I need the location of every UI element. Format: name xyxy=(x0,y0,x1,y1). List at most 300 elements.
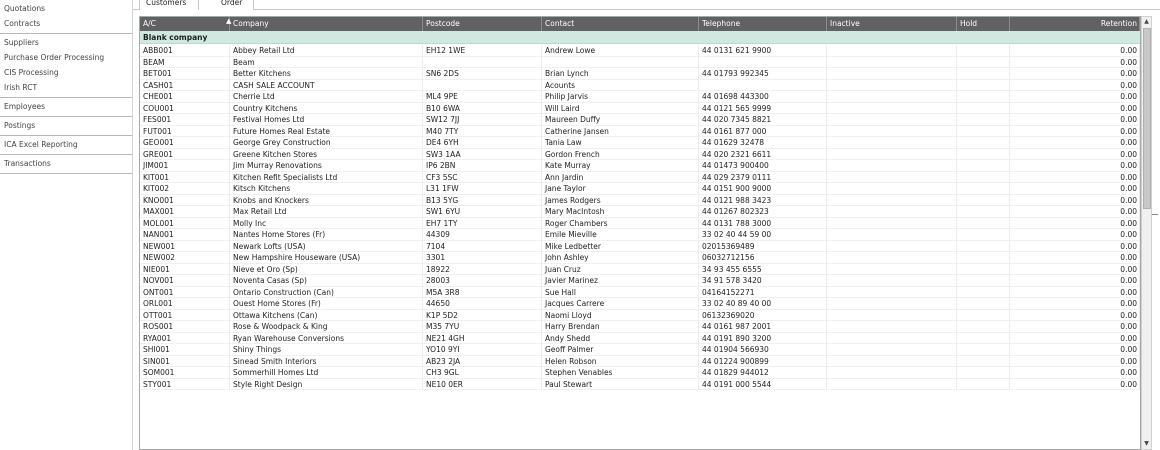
cell-inactive xyxy=(827,195,957,207)
cell-telephone xyxy=(699,80,827,92)
cell-postcode: DE4 6YH xyxy=(423,137,542,149)
cell-inactive xyxy=(827,379,957,391)
column-header-postcode[interactable]: Postcode xyxy=(423,17,542,31)
cell-contact: Andy Shedd xyxy=(542,333,699,345)
sort-ascending-icon: ▲ xyxy=(226,17,232,25)
cell-retention: 0.00 xyxy=(1010,321,1140,333)
cell-ac: GEO001 xyxy=(140,137,230,149)
cell-telephone: 06132369020 xyxy=(699,310,827,322)
cell-postcode: M5A 3R8 xyxy=(423,287,542,299)
table-row[interactable] xyxy=(140,80,1140,92)
grid-header xyxy=(140,17,1140,31)
cell-retention: 0.00 xyxy=(1010,149,1140,161)
cell-telephone: 44 0161 877 000 xyxy=(699,126,827,138)
cell-retention: 0.00 xyxy=(1010,80,1140,92)
cell-ac: KIT002 xyxy=(140,183,230,195)
cell-inactive xyxy=(827,57,957,69)
cell-contact: Geoff Palmer xyxy=(542,344,699,356)
cell-company: Shiny Things xyxy=(230,344,423,356)
cell-telephone: 44 0191 000 5544 xyxy=(699,379,827,391)
cell-contact: Andrew Lowe xyxy=(542,45,699,57)
cell-contact xyxy=(542,57,699,69)
cell-retention: 0.00 xyxy=(1010,126,1140,138)
cell-contact: Helen Robson xyxy=(542,356,699,368)
cell-hold xyxy=(957,310,1010,322)
cell-company: Cherrie Ltd xyxy=(230,91,423,103)
table-row[interactable] xyxy=(140,218,1140,230)
cell-company: CASH SALE ACCOUNT xyxy=(230,80,423,92)
sidebar-item-quotations[interactable]: Quotations xyxy=(4,4,46,13)
cell-hold xyxy=(957,298,1010,310)
cell-company: Newark Lofts (USA) xyxy=(230,241,423,253)
tab-order[interactable]: Order xyxy=(199,0,254,10)
sidebar-group xyxy=(0,155,132,174)
cell-ac: CASH01 xyxy=(140,80,230,92)
cell-ac: KNO001 xyxy=(140,195,230,207)
cell-telephone: 44 01904 566930 xyxy=(699,344,827,356)
sidebar-group xyxy=(0,0,132,34)
cell-postcode: SN6 2DS xyxy=(423,68,542,80)
cell-inactive xyxy=(827,137,957,149)
customers-grid xyxy=(139,16,1141,450)
cell-company: Abbey Retail Ltd xyxy=(230,45,423,57)
cell-hold xyxy=(957,206,1010,218)
cell-hold xyxy=(957,103,1010,115)
sidebar-item-cis-processing[interactable]: CIS Processing xyxy=(4,68,59,77)
cell-inactive xyxy=(827,80,957,92)
cell-inactive xyxy=(827,310,957,322)
table-row[interactable] xyxy=(140,114,1140,126)
cell-hold xyxy=(957,241,1010,253)
cell-hold xyxy=(957,149,1010,161)
table-row[interactable] xyxy=(140,126,1140,138)
cell-telephone: 44 01629 32478 xyxy=(699,137,827,149)
cell-inactive xyxy=(827,229,957,241)
cell-inactive xyxy=(827,356,957,368)
cell-retention: 0.00 xyxy=(1010,356,1140,368)
cell-contact: Will Laird xyxy=(542,103,699,115)
cell-contact: Roger Chambers xyxy=(542,218,699,230)
cell-telephone: 44 0161 987 2001 xyxy=(699,321,827,333)
sidebar-item-postings[interactable]: Postings xyxy=(4,121,36,130)
cell-telephone: 44 01224 900899 xyxy=(699,356,827,368)
cell-contact: Emile Mieville xyxy=(542,229,699,241)
cell-ac: GRE001 xyxy=(140,149,230,161)
cell-ac: KIT001 xyxy=(140,172,230,184)
cell-postcode: 18922 xyxy=(423,264,542,276)
column-header-ac[interactable]: A/C xyxy=(140,17,230,31)
cell-contact: Tania Law xyxy=(542,137,699,149)
cell-telephone: 44 020 2321 6611 xyxy=(699,149,827,161)
cell-hold xyxy=(957,333,1010,345)
cell-ac: NIE001 xyxy=(140,264,230,276)
cell-postcode: M35 7YU xyxy=(423,321,542,333)
cell-inactive xyxy=(827,126,957,138)
cell-postcode: K1P 5D2 xyxy=(423,310,542,322)
table-row[interactable] xyxy=(140,275,1140,287)
cell-retention: 0.00 xyxy=(1010,252,1140,264)
cell-company: Kitsch Kitchens xyxy=(230,183,423,195)
cell-ac: MAX001 xyxy=(140,206,230,218)
grid-rows xyxy=(140,45,1140,390)
cell-telephone: 44 01267 802323 xyxy=(699,206,827,218)
cell-hold xyxy=(957,172,1010,184)
cell-contact: Maureen Duffy xyxy=(542,114,699,126)
cell-contact: Ann Jardin xyxy=(542,172,699,184)
group-row[interactable]: Blank company xyxy=(140,31,1140,44)
column-header-company[interactable]: Company xyxy=(230,17,423,31)
sidebar-group xyxy=(0,34,132,98)
cell-postcode: 3301 xyxy=(423,252,542,264)
cell-inactive xyxy=(827,367,957,379)
cell-retention: 0.00 xyxy=(1010,68,1140,80)
cell-company: Greene Kitchen Stores xyxy=(230,149,423,161)
cell-postcode: SW12 7JJ xyxy=(423,114,542,126)
cell-hold xyxy=(957,287,1010,299)
cell-company: Nantes Home Stores (Fr) xyxy=(230,229,423,241)
cell-telephone: 34 91 578 3420 xyxy=(699,275,827,287)
cell-company: Ouest Home Stores (Fr) xyxy=(230,298,423,310)
cell-inactive xyxy=(827,218,957,230)
cell-retention: 0.00 xyxy=(1010,57,1140,69)
cell-contact: John Ashley xyxy=(542,252,699,264)
cell-inactive xyxy=(827,333,957,345)
cell-telephone: 34 93 455 6555 xyxy=(699,264,827,276)
cell-hold xyxy=(957,195,1010,207)
cell-telephone: 06032712156 xyxy=(699,252,827,264)
cell-inactive xyxy=(827,149,957,161)
cell-retention: 0.00 xyxy=(1010,275,1140,287)
cell-company: Ottawa Kitchens (Can) xyxy=(230,310,423,322)
cell-ac: NOV001 xyxy=(140,275,230,287)
table-row[interactable] xyxy=(140,103,1140,115)
cell-contact: Jane Taylor xyxy=(542,183,699,195)
table-row[interactable] xyxy=(140,160,1140,172)
cell-contact: Mike Ledbetter xyxy=(542,241,699,253)
cell-inactive xyxy=(827,45,957,57)
table-row[interactable] xyxy=(140,91,1140,103)
cell-retention: 0.00 xyxy=(1010,183,1140,195)
cell-inactive xyxy=(827,252,957,264)
cell-telephone: 44 0121 988 3423 xyxy=(699,195,827,207)
cell-company: George Grey Construction xyxy=(230,137,423,149)
cell-retention: 0.00 xyxy=(1010,333,1140,345)
cell-hold xyxy=(957,344,1010,356)
cell-company: Style Right Design xyxy=(230,379,423,391)
column-header-hold[interactable]: Hold xyxy=(957,17,1010,31)
cell-telephone: 44 0151 900 9000 xyxy=(699,183,827,195)
cell-postcode: B10 6WA xyxy=(423,103,542,115)
cell-contact: Brian Lynch xyxy=(542,68,699,80)
table-row[interactable] xyxy=(140,45,1140,57)
table-row[interactable] xyxy=(140,356,1140,368)
cell-postcode: L31 1FW xyxy=(423,183,542,195)
cell-retention: 0.00 xyxy=(1010,218,1140,230)
resize-handle[interactable] xyxy=(1152,214,1158,215)
cell-ac: FUT001 xyxy=(140,126,230,138)
cell-hold xyxy=(957,252,1010,264)
cell-postcode: EH7 1TY xyxy=(423,218,542,230)
cell-retention: 0.00 xyxy=(1010,137,1140,149)
cell-postcode: NE10 0ER xyxy=(423,379,542,391)
scroll-down-icon[interactable]: ▼ xyxy=(1144,440,1149,447)
cell-telephone: 33 02 40 89 40 00 xyxy=(699,298,827,310)
sidebar xyxy=(0,0,133,450)
cell-telephone: 44 0191 890 3200 xyxy=(699,333,827,345)
cell-telephone: 44 0131 621 9900 xyxy=(699,45,827,57)
cell-company: Ryan Warehouse Conversions xyxy=(230,333,423,345)
cell-hold xyxy=(957,160,1010,172)
cell-company: Max Retail Ltd xyxy=(230,206,423,218)
table-row[interactable] xyxy=(140,333,1140,345)
table-row[interactable] xyxy=(140,241,1140,253)
cell-hold xyxy=(957,114,1010,126)
tab-customers[interactable]: Customers xyxy=(139,0,199,10)
table-row[interactable] xyxy=(140,321,1140,333)
cell-inactive xyxy=(827,287,957,299)
cell-telephone: 44 01698 443300 xyxy=(699,91,827,103)
cell-ac: NEW001 xyxy=(140,241,230,253)
cell-ac: FES001 xyxy=(140,114,230,126)
cell-company: Rose & Woodpack & King xyxy=(230,321,423,333)
cell-postcode: SW1 6YU xyxy=(423,206,542,218)
cell-hold xyxy=(957,126,1010,138)
cell-retention: 0.00 xyxy=(1010,298,1140,310)
cell-telephone: 44 0131 788 3000 xyxy=(699,218,827,230)
cell-inactive xyxy=(827,206,957,218)
cell-inactive xyxy=(827,344,957,356)
cell-ac: MOL001 xyxy=(140,218,230,230)
cell-inactive xyxy=(827,91,957,103)
cell-postcode: 7104 xyxy=(423,241,542,253)
cell-ac: NEW002 xyxy=(140,252,230,264)
cell-company: Sommerhill Homes Ltd xyxy=(230,367,423,379)
cell-inactive xyxy=(827,160,957,172)
cell-hold xyxy=(957,229,1010,241)
cell-postcode: B13 5YG xyxy=(423,195,542,207)
cell-hold xyxy=(957,45,1010,57)
cell-contact: Harry Brendan xyxy=(542,321,699,333)
cell-postcode: YO10 9YI xyxy=(423,344,542,356)
cell-retention: 0.00 xyxy=(1010,344,1140,356)
cell-postcode xyxy=(423,80,542,92)
table-row[interactable] xyxy=(140,379,1140,391)
cell-inactive xyxy=(827,114,957,126)
cell-inactive xyxy=(827,241,957,253)
column-header-retention[interactable]: Retention xyxy=(1010,17,1140,31)
cell-ac: ORL001 xyxy=(140,298,230,310)
scrollbar-thumb[interactable] xyxy=(1143,28,1151,209)
cell-inactive xyxy=(827,172,957,184)
cell-retention: 0.00 xyxy=(1010,229,1140,241)
cell-contact: Paul Stewart xyxy=(542,379,699,391)
cell-postcode: ML4 9PE xyxy=(423,91,542,103)
cell-ac: SHI001 xyxy=(140,344,230,356)
cell-postcode: SW3 1AA xyxy=(423,149,542,161)
cell-company: Jim Murray Renovations xyxy=(230,160,423,172)
cell-retention: 0.00 xyxy=(1010,160,1140,172)
cell-company: Beam xyxy=(230,57,423,69)
cell-contact: Mary MacIntosh xyxy=(542,206,699,218)
cell-hold xyxy=(957,379,1010,391)
cell-company: Better Kitchens xyxy=(230,68,423,80)
cell-telephone: 33 02 40 44 59 00 xyxy=(699,229,827,241)
sidebar-item-employees[interactable]: Employees xyxy=(4,102,46,111)
cell-contact: Gordon French xyxy=(542,149,699,161)
cell-telephone: 44 01793 992345 xyxy=(699,68,827,80)
cell-telephone: 44 0121 565 9999 xyxy=(699,103,827,115)
cell-inactive xyxy=(827,183,957,195)
cell-ac: NAN001 xyxy=(140,229,230,241)
cell-retention: 0.00 xyxy=(1010,114,1140,126)
cell-retention: 0.00 xyxy=(1010,241,1140,253)
cell-telephone: 04164152271 xyxy=(699,287,827,299)
cell-hold xyxy=(957,183,1010,195)
cell-inactive xyxy=(827,68,957,80)
cell-inactive xyxy=(827,321,957,333)
cell-company: Sinead Smith Interiors xyxy=(230,356,423,368)
cell-postcode: AB23 2JA xyxy=(423,356,542,368)
cell-contact: Sue Hall xyxy=(542,287,699,299)
cell-ac: OTT001 xyxy=(140,310,230,322)
scroll-up-icon[interactable]: ▲ xyxy=(1144,18,1149,25)
cell-hold xyxy=(957,68,1010,80)
table-row[interactable] xyxy=(140,310,1140,322)
table-row[interactable] xyxy=(140,367,1140,379)
cell-postcode: CF3 5SC xyxy=(423,172,542,184)
tab-bar xyxy=(133,0,1160,10)
table-row[interactable] xyxy=(140,252,1140,264)
cell-contact: Acounts xyxy=(542,80,699,92)
cell-company: Kitchen Refit Specialists Ltd xyxy=(230,172,423,184)
sidebar-group xyxy=(0,98,132,117)
table-row[interactable] xyxy=(140,298,1140,310)
cell-postcode: NE21 4GH xyxy=(423,333,542,345)
cell-postcode: CH3 9GL xyxy=(423,367,542,379)
cell-inactive xyxy=(827,298,957,310)
cell-postcode: IP6 2BN xyxy=(423,160,542,172)
cell-ac: COU001 xyxy=(140,103,230,115)
cell-telephone: 44 020 7345 8821 xyxy=(699,114,827,126)
sidebar-item-purchase-order-processing[interactable]: Purchase Order Processing xyxy=(4,53,105,62)
cell-company: New Hampshire Houseware (USA) xyxy=(230,252,423,264)
cell-hold xyxy=(957,218,1010,230)
table-row[interactable] xyxy=(140,137,1140,149)
table-row[interactable] xyxy=(140,172,1140,184)
table-row[interactable] xyxy=(140,264,1140,276)
cell-ac: BEAM xyxy=(140,57,230,69)
cell-contact: Juan Cruz xyxy=(542,264,699,276)
cell-retention: 0.00 xyxy=(1010,264,1140,276)
cell-telephone: 02015369489 xyxy=(699,241,827,253)
cell-company: Noventa Casas (Sp) xyxy=(230,275,423,287)
column-header-contact[interactable]: Contact xyxy=(542,17,699,31)
cell-company: Knobs and Knockers xyxy=(230,195,423,207)
cell-ac: SIN001 xyxy=(140,356,230,368)
cell-ac: SOM001 xyxy=(140,367,230,379)
table-row[interactable] xyxy=(140,183,1140,195)
table-row[interactable] xyxy=(140,195,1140,207)
cell-inactive xyxy=(827,264,957,276)
cell-ac: ONT001 xyxy=(140,287,230,299)
cell-retention: 0.00 xyxy=(1010,287,1140,299)
cell-retention: 0.00 xyxy=(1010,206,1140,218)
cell-company: Festival Homes Ltd xyxy=(230,114,423,126)
cell-company: Molly Inc xyxy=(230,218,423,230)
sidebar-item-irish-rct[interactable]: Irish RCT xyxy=(4,83,38,92)
cell-hold xyxy=(957,91,1010,103)
cell-contact: Javier Marinez xyxy=(542,275,699,287)
table-row[interactable] xyxy=(140,229,1140,241)
cell-telephone: 44 01829 944012 xyxy=(699,367,827,379)
cell-inactive xyxy=(827,275,957,287)
table-row[interactable] xyxy=(140,57,1140,69)
cell-postcode: M40 7TY xyxy=(423,126,542,138)
cell-contact: Stephen Venables xyxy=(542,367,699,379)
sidebar-item-transactions[interactable]: Transactions xyxy=(4,159,51,168)
cell-company: Future Homes Real Estate xyxy=(230,126,423,138)
sidebar-item-contracts[interactable]: Contracts xyxy=(4,19,41,28)
cell-postcode: 28003 xyxy=(423,275,542,287)
vertical-scrollbar[interactable] xyxy=(1141,16,1152,450)
cell-hold xyxy=(957,264,1010,276)
cell-ac: JIM001 xyxy=(140,160,230,172)
cell-postcode: EH12 1WE xyxy=(423,45,542,57)
cell-company: Country Kitchens xyxy=(230,103,423,115)
column-header-inactive[interactable]: Inactive xyxy=(827,17,957,31)
cell-retention: 0.00 xyxy=(1010,91,1140,103)
cell-contact: Kate Murray xyxy=(542,160,699,172)
cell-retention: 0.00 xyxy=(1010,195,1140,207)
sidebar-item-ica-excel-reporting[interactable]: ICA Excel Reporting xyxy=(4,140,78,149)
sidebar-group xyxy=(0,136,132,155)
table-row[interactable] xyxy=(140,149,1140,161)
cell-hold xyxy=(957,137,1010,149)
sidebar-item-suppliers[interactable]: Suppliers xyxy=(4,38,39,47)
cell-company: Ontario Construction (Can) xyxy=(230,287,423,299)
cell-inactive xyxy=(827,103,957,115)
column-header-telephone[interactable]: Telephone xyxy=(699,17,827,31)
sidebar-group xyxy=(0,117,132,136)
cell-telephone: 44 01473 900400 xyxy=(699,160,827,172)
cell-postcode: 44309 xyxy=(423,229,542,241)
cell-hold xyxy=(957,80,1010,92)
cell-contact: Catherine Jansen xyxy=(542,126,699,138)
cell-ac: STY001 xyxy=(140,379,230,391)
cell-telephone xyxy=(699,57,827,69)
table-row[interactable] xyxy=(140,287,1140,299)
cell-ac: ROS001 xyxy=(140,321,230,333)
cell-contact: Philip Jarvis xyxy=(542,91,699,103)
cell-ac: BET001 xyxy=(140,68,230,80)
cell-ac: RYA001 xyxy=(140,333,230,345)
cell-contact: James Rodgers xyxy=(542,195,699,207)
cell-contact: Jacques Carrere xyxy=(542,298,699,310)
table-row[interactable] xyxy=(140,344,1140,356)
cell-ac: ABB001 xyxy=(140,45,230,57)
cell-postcode xyxy=(423,57,542,69)
table-row[interactable] xyxy=(140,206,1140,218)
cell-contact: Naomi Lloyd xyxy=(542,310,699,322)
cell-hold xyxy=(957,356,1010,368)
cell-retention: 0.00 xyxy=(1010,310,1140,322)
cell-retention: 0.00 xyxy=(1010,379,1140,391)
cell-retention: 0.00 xyxy=(1010,103,1140,115)
cell-postcode: 44650 xyxy=(423,298,542,310)
cell-company: Nieve et Oro (Sp) xyxy=(230,264,423,276)
table-row[interactable] xyxy=(140,68,1140,80)
cell-retention: 0.00 xyxy=(1010,172,1140,184)
